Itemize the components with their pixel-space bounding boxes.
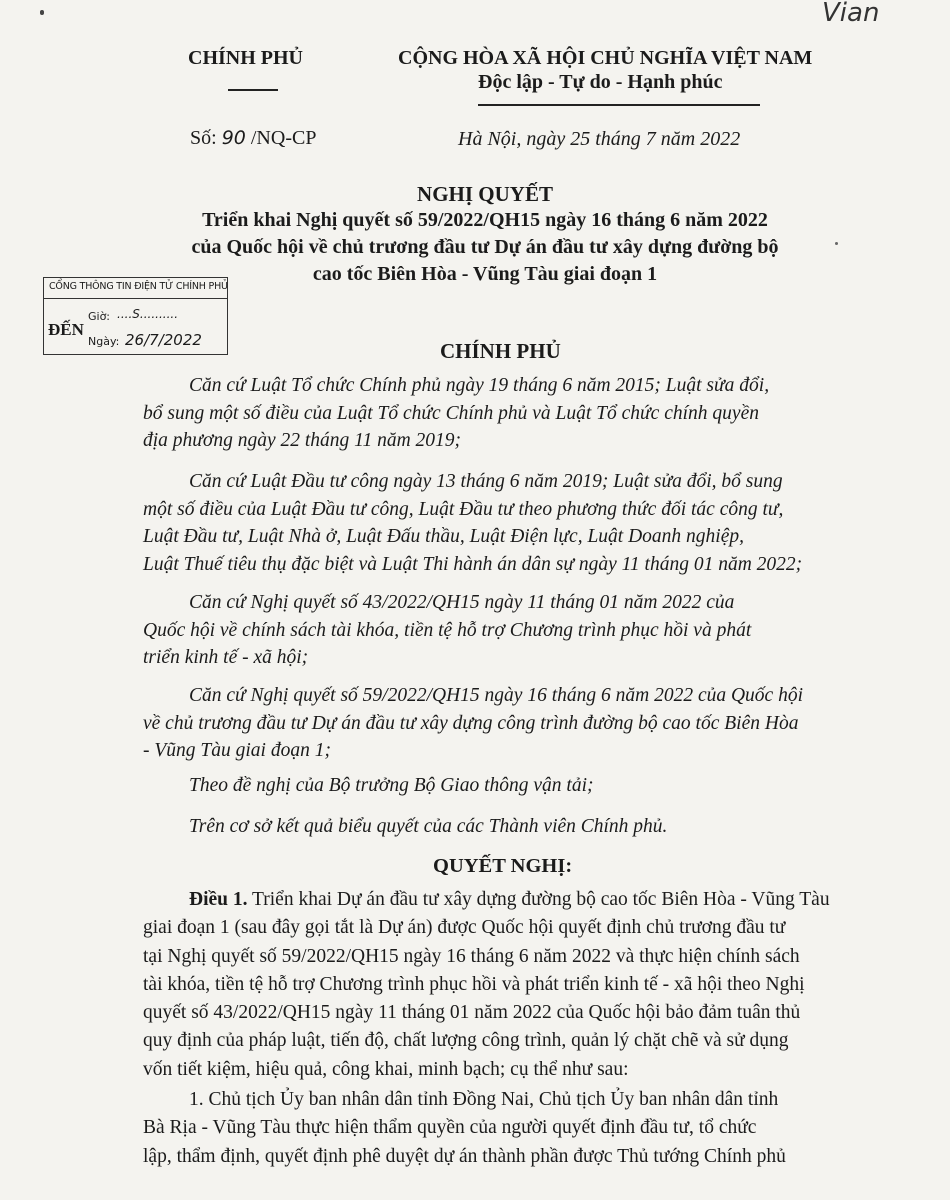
text-line: Luật Đầu tư, Luật Nhà ở, Luật Đấu thầu, Luật Điện lực, Luật Doanh nghiệp,: [143, 526, 745, 547]
document-number-suffix: /NQ-CP: [250, 127, 317, 149]
article-1: [143, 886, 871, 1084]
scan-speck: [40, 10, 44, 15]
place-and-date: Hà Nội, ngày 25 tháng 7 năm 2022: [458, 128, 741, 150]
text-line: Quốc hội về chính sách tài khóa, tiền tệ hỗ trợ Chương trình phục hồi và phát: [143, 619, 752, 641]
text-line: quy định của pháp luật, tiến độ, chất lượng công trình, quản lý chặt chẽ và sử dụng: [143, 1030, 789, 1052]
received-stamp: [43, 277, 228, 357]
stamp-date-label: Ngày:: [88, 335, 120, 348]
text-line: tại Nghị quyết số 59/2022/QH15 ngày 16 tháng 6 năm 2022 và thực hiện chính sách: [143, 945, 800, 967]
preamble-paragraph: [143, 682, 871, 765]
title-line: Triển khai Nghị quyết số 59/2022/QH15 ngày 16 tháng 6 năm 2022: [202, 209, 768, 231]
agency-underline: [228, 89, 278, 91]
document-number-prefix: Số:: [190, 127, 217, 149]
text-line: quyết số 43/2022/QH15 ngày 11 tháng 01 năm 2022 của Quốc hội bảo đảm tuân thủ: [143, 1002, 801, 1024]
text-line: Trên cơ sở kết quả biểu quyết của các Thành viên Chính phủ.: [189, 816, 668, 837]
article-label: Điều 1.: [189, 889, 248, 910]
title-line: cao tốc Biên Hòa - Vũng Tàu giai đoạn 1: [312, 263, 658, 285]
text-line: Căn cứ Nghị quyết số 59/2022/QH15 ngày 16 tháng 6 năm 2022 của Quốc hội: [189, 685, 804, 706]
text-line: bổ sung một số điều của Luật Tổ chức Chính phủ và Luật Tổ chức chính quyền: [143, 402, 759, 424]
preamble-paragraph: [143, 468, 871, 578]
decision-heading: QUYẾT NGHỊ:: [433, 855, 573, 877]
scan-speck: [835, 242, 838, 245]
text-line: [143, 886, 871, 914]
text-line: địa phương ngày 22 tháng 11 năm 2019;: [143, 430, 462, 451]
preamble-paragraph: [143, 372, 871, 455]
motto-underline: [478, 104, 760, 106]
text-line: Luật Thuế tiêu thụ đặc biệt và Luật Thi hành án dân sự ngày 11 tháng 01 năm 2022;: [143, 553, 803, 575]
text-line: một số điều của Luật Đầu tư công, Luật Đầu tư theo phương thức đối tác công tư,: [143, 498, 784, 520]
text-line: Căn cứ Luật Tổ chức Chính phủ ngày 19 tháng 6 năm 2015; Luật sửa đổi,: [189, 375, 770, 396]
text-line: Bà Rịa - Vũng Tàu thực hiện thẩm quyền của người quyết định đầu tư, tổ chức: [143, 1117, 757, 1139]
title-line: của Quốc hội về chủ trương đầu tư Dự án đầu tư xây dựng đường bộ: [191, 236, 779, 258]
text-line: triển kinh tế - xã hội;: [143, 647, 309, 668]
stamp-den-label: ĐẾN: [48, 320, 84, 339]
national-motto: Độc lập - Tự do - Hạnh phúc: [478, 71, 723, 93]
text-line: 1. Chủ tịch Ủy ban nhân dân tỉnh Đồng Nai, Chủ tịch Ủy ban nhân dân tỉnh: [189, 1089, 779, 1110]
stamp-date-value: 26/7/2022: [125, 331, 202, 349]
text-line: về chủ trương đầu tư Dự án đầu tư xây dựng công trình đường bộ cao tốc Biên Hòa: [143, 712, 799, 734]
text-line: Căn cứ Nghị quyết số 43/2022/QH15 ngày 11 tháng 01 năm 2022 của: [189, 592, 735, 613]
handwritten-corner-mark: Vian: [822, 0, 880, 28]
stamp-heading: CỔNG THÔNG TIN ĐIỆN TỬ CHÍNH PHỦ: [49, 281, 228, 292]
document-number-value: 90: [221, 127, 246, 149]
issuer-heading: CHÍNH PHỦ: [440, 339, 561, 363]
country-name: CỘNG HÒA XÃ HỘI CHỦ NGHĨA VIỆT NAM: [398, 47, 813, 69]
text-line: vốn tiết kiệm, hiệu quả, công khai, minh bạch; cụ thể như sau:: [143, 1058, 629, 1080]
preamble-paragraph: [143, 589, 871, 672]
document-type: NGHỊ QUYẾT: [417, 182, 553, 206]
text-line: tài khóa, tiền tệ hỗ trợ Chương trình phục hồi và phát triển kinh tế - xã hội theo Nghị: [143, 973, 805, 995]
stamp-time-label: Giờ:: [88, 310, 111, 323]
preamble-paragraph: [143, 772, 871, 800]
stamp-time-value: ....S..........: [117, 307, 179, 321]
document-number: [190, 127, 316, 150]
text-line: lập, thẩm định, quyết định phê duyệt dự án thành phần được Thủ tướng Chính phủ: [143, 1145, 786, 1167]
issuing-agency: CHÍNH PHỦ: [188, 47, 303, 69]
document-title: [120, 181, 850, 288]
text-line: giai đoạn 1 (sau đây gọi tắt là Dự án) được Quốc hội quyết định chủ trương đầu tư: [143, 917, 786, 939]
preamble-paragraph: [143, 813, 871, 841]
text-line: Căn cứ Luật Đầu tư công ngày 13 tháng 6 năm 2019; Luật sửa đổi, bổ sung: [189, 471, 783, 492]
article-1-item-1: [143, 1086, 871, 1171]
article-text: Triển khai Dự án đầu tư xây dựng đường bộ cao tốc Biên Hòa - Vũng Tàu: [252, 889, 830, 910]
text-line: - Vũng Tàu giai đoạn 1;: [143, 740, 331, 761]
text-line: Theo đề nghị của Bộ trưởng Bộ Giao thông vận tải;: [189, 775, 594, 796]
